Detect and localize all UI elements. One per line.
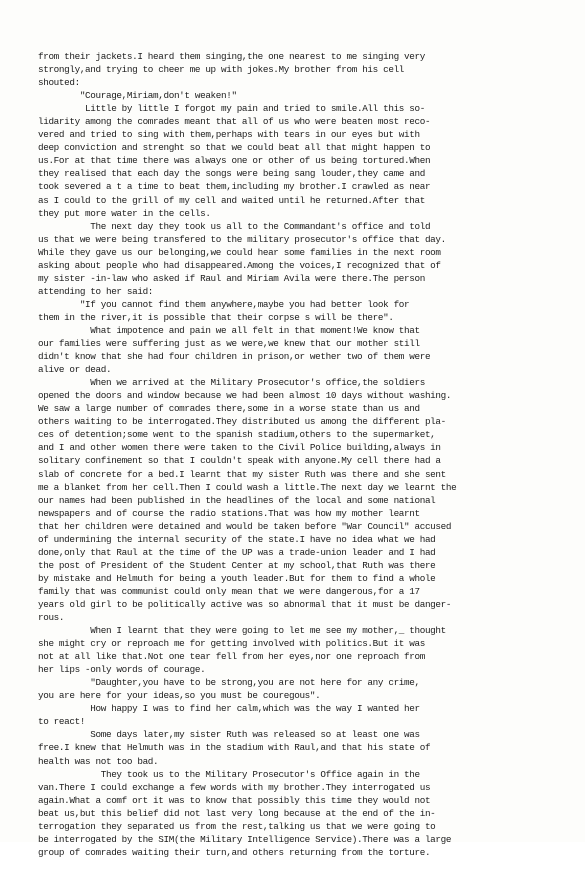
text-line: our names had been published in the headlines of the local and some national [38,494,436,506]
text-line: When we arrived at the Military Prosecutor's office,the soldiers [38,377,425,389]
text-line: health was not too bad. [38,755,159,767]
text-line: deep conviction and strenght so that we could beat all that might happen to [38,142,431,154]
text-line: of undermining the internal security of the state.I have no idea what we had [38,533,436,545]
text-line: again.What a comf ort it was to know that possibly this time they would not [38,794,431,806]
page-text [38,50,551,872]
text-line: What impotence and pain we all felt in that moment!We know that [38,324,420,336]
text-line: took severed a t a time to beat them,including my brother.I crawled as near [38,181,431,193]
text-line: "Daughter,you have to be strong,you are not here for any crime, [38,677,420,689]
text-line: and I and other women there were taken to the Civil Police building,always in [38,442,441,454]
text-line: me a blanket from her cell.Then I could wash a little.The next day we learnt the [38,481,457,493]
text-line: be interrogated by the SIM(the Military Intelligence Service).There was a large [38,833,452,845]
text-line: by mistake and Helmuth for being a youth leader.But for them to find a whole [38,572,436,584]
text-line: newspapers and of course the radio stations.That was how my mother learnt [38,507,420,519]
text-line: lidarity among the comrades meant that all of us who were beaten most reco- [38,116,431,128]
text-line: beat us,but this belief did not last very long because at the end of the in- [38,807,436,819]
text-line: shouted: [38,77,80,89]
text-line: ces of detention;some went to the spanish stadium,others to the supermarket, [38,429,436,441]
text-line: solitary confinement so that I couldn't speak with anyone.My cell there had a [38,455,441,467]
text-line: attending to her said: [38,285,154,297]
text-line: the post of President of the Student Center at my school,that Ruth was there [38,559,436,571]
text-line: they put more water in the cells. [38,207,211,219]
text-line: others waiting to be interrogated.They distributed us among the different pla- [38,416,446,428]
text-line: she might cry or reproach me for getting involved with politics.But it was [38,638,425,650]
text-line: you are here for your ideas,so you must be couregous". [38,690,321,702]
text-line: as I could to the grill of my cell and waited until he returned.After that [38,194,425,206]
text-line: that her children were detained and would be taken before "War Council" accused [38,520,452,532]
text-line: us.For at that time there was always one or other of us being tortured.When [38,155,431,167]
text-line: free.I knew that Helmuth was in the stadium with Raul,and that his state of [38,742,431,754]
text-line: from their jackets.I heard them singing,the one nearest to me singing very [38,51,425,62]
text-line: strongly,and trying to cheer me up with jokes.My brother from his cell [38,64,405,76]
text-line: her lips -only words of courage. [38,664,206,676]
text-line: done,only that Raul at the time of the UP was a trade-union leader and I had [38,546,436,558]
text-line: How happy I was to find her calm,which was the way I wanted her [38,703,420,715]
text-line: We saw a large number of comrades there,some in a worse state than us and [38,403,420,415]
text-line: The next day they took us all to the Commandant's office and told [38,220,431,232]
text-line: rous. [38,612,65,624]
text-line: "Courage,Miriam,don't weaken!" [38,90,237,102]
text-line: Little by little I forgot my pain and tried to smile.All this so- [38,103,425,115]
text-line: vered and tried to sing with them,perhaps with tears in our eyes but with [38,129,420,141]
text-line: our families were suffering just as we were,we knew that our mother still [38,338,420,350]
text-line: van.There I could exchange a few words with my brother.They interrogated us [38,781,431,793]
text-line: terrogation they separated us from the rest,talking us that we were going to [38,820,436,832]
text-line: group of comrades waiting their turn,and others returning from the torture. [38,846,431,858]
text-line: years old girl to be politically active was so abnormal that it must be danger- [38,598,452,610]
text-line: to react! [38,716,86,728]
text-line: opened the doors and window because we had been almost 10 days without washing. [38,390,452,402]
text-line: Some days later,my sister Ruth was released so at least one was [38,729,420,741]
text-line [38,859,551,872]
text-line: When I learnt that they were going to let me see my mother,_ thought [38,625,446,637]
text-line: They took us to the Military Prosecutor's Office again in the [38,768,420,780]
text-line: "If you cannot find them anywhere,maybe you had better look for [38,298,410,310]
text-line: While they gave us our belonging,we could hear some families in the next room [38,246,441,258]
text-line: family that was communist could only mean that we were dangerous,for a 17 [38,585,420,597]
text-line: slab of concrete for a bed.I learnt that my sister Ruth was there and she sent [38,468,446,480]
text-line: alive or dead. [38,364,112,376]
text-line: not at all like that.Not one tear fell from her eyes,nor one reproach from [38,651,425,663]
text-line: us that we were being transfered to the military prosecutor's office that day. [38,233,446,245]
text-line: they realised that each day the songs were being sang louder,they came and [38,168,425,180]
text-line: didn't know that she had four children in prison,or wether two of them were [38,351,431,363]
text-line: them in the river,it is possible that their corpse s will be there". [38,311,394,323]
text-line: my sister -in-law who asked if Raul and Miriam Avila were there.The person [38,272,425,284]
text-line: asking about people who had disappeared.Among the voices,I recognized that of [38,259,441,271]
